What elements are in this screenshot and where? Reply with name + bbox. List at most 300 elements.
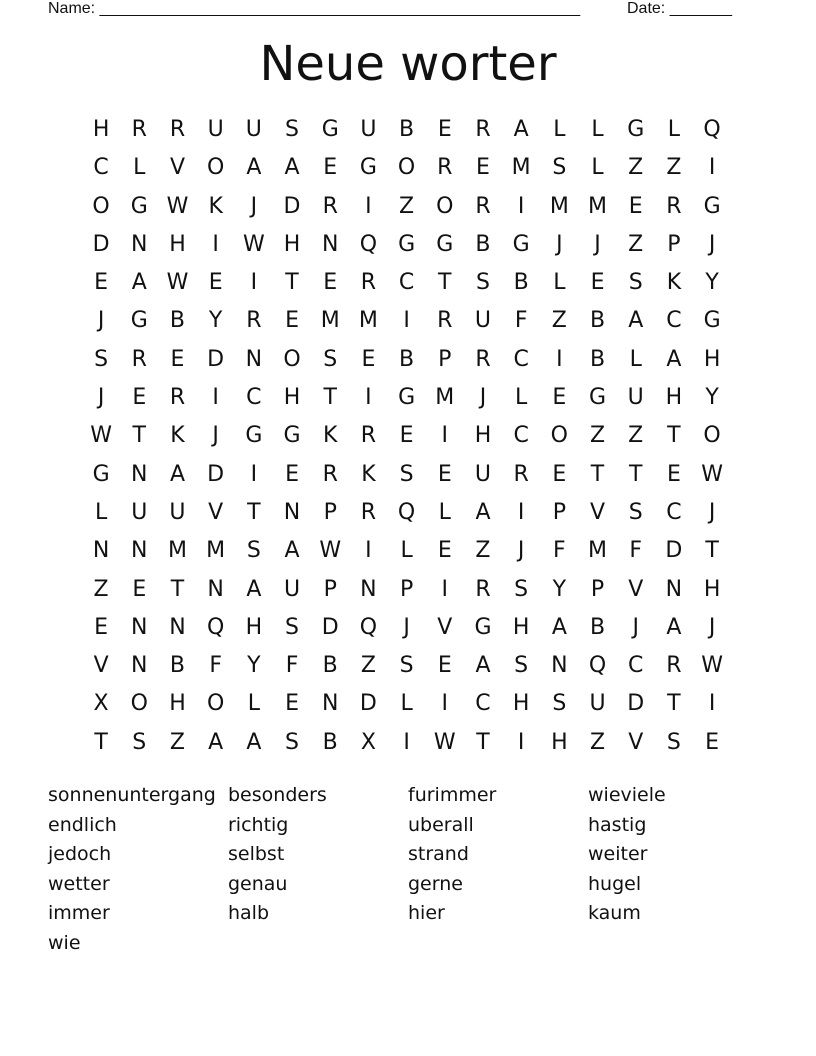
- grid-letter: T: [667, 691, 681, 717]
- word-list: [48, 781, 768, 958]
- grid-letter: U: [245, 117, 262, 142]
- letter-grid: [82, 111, 732, 761]
- grid-letter: T: [323, 385, 337, 411]
- grid-letter: C: [666, 308, 682, 334]
- grid-letter: N: [131, 614, 148, 640]
- grid-letter: C: [513, 346, 529, 372]
- grid-letter: C: [513, 423, 529, 449]
- grid-letter: P: [399, 576, 414, 602]
- grid-letter: H: [474, 423, 492, 449]
- grid-letter: Z: [589, 729, 606, 755]
- grid-letter: E: [628, 193, 643, 219]
- grid-letter: R: [322, 193, 338, 219]
- grid-letter: D: [627, 691, 645, 717]
- grid-row: [82, 417, 732, 455]
- grid-letter: Q: [397, 499, 416, 525]
- grid-letter: B: [589, 614, 606, 640]
- grid-letter: C: [93, 155, 109, 181]
- grid-letter: I: [556, 346, 563, 372]
- grid-letter: R: [360, 270, 377, 296]
- grid-letter: T: [285, 270, 299, 296]
- grid-letter: R: [322, 461, 338, 487]
- word-list-item: jedoch: [48, 843, 112, 865]
- grid-letter: R: [360, 499, 377, 525]
- grid-row: [82, 226, 732, 264]
- word-list-item: richtig: [228, 813, 289, 836]
- grid-letter: N: [131, 461, 148, 487]
- word-list-item: gerne: [408, 872, 463, 895]
- grid-letter: E: [399, 423, 414, 449]
- grid-letter: G: [398, 385, 416, 411]
- word-list-item: hier: [408, 902, 445, 924]
- grid-letter: L: [667, 117, 681, 142]
- grid-letter: L: [591, 117, 604, 142]
- grid-letter: M: [167, 538, 187, 564]
- grid-letter: U: [474, 461, 492, 487]
- grid-letter: E: [705, 729, 720, 755]
- grid-letter: A: [513, 117, 529, 142]
- grid-letter: I: [708, 155, 716, 181]
- word-list-item: strand: [408, 843, 469, 865]
- grid-letter: N: [207, 576, 224, 602]
- grid-letter: G: [703, 193, 721, 219]
- grid-letter: U: [207, 117, 224, 142]
- grid-letter: B: [169, 653, 186, 679]
- grid-letter: K: [361, 461, 376, 487]
- grid-letter: S: [552, 155, 567, 181]
- grid-letter: N: [169, 614, 186, 640]
- grid-letter: I: [441, 691, 449, 717]
- grid-letter: N: [131, 653, 148, 679]
- grid-letter: I: [441, 423, 449, 449]
- grid-letter: E: [476, 155, 490, 181]
- grid-letter: Z: [628, 155, 644, 181]
- word-list-item: hastig: [588, 813, 647, 836]
- grid-letter: H: [512, 691, 530, 717]
- grid-letter: I: [365, 193, 372, 219]
- grid-letter: A: [284, 155, 300, 181]
- grid-letter: Y: [705, 385, 719, 411]
- grid-letter: S: [285, 729, 300, 755]
- grid-letter: J: [479, 385, 487, 411]
- grid-letter: E: [94, 270, 109, 296]
- grid-letter: G: [321, 117, 339, 142]
- grid-letter: E: [285, 308, 299, 334]
- grid-letter: O: [130, 691, 148, 717]
- grid-letter: S: [399, 461, 414, 487]
- grid-row: [82, 724, 732, 762]
- header: [48, 0, 748, 20]
- grid-letter: Z: [169, 729, 185, 755]
- grid-letter: U: [360, 117, 377, 142]
- grid-letter: H: [283, 231, 301, 257]
- grid-letter: I: [708, 691, 716, 717]
- grid-letter: G: [245, 423, 263, 449]
- grid-letter: L: [94, 499, 108, 525]
- grid-letter: L: [400, 691, 413, 717]
- word-list-item: immer: [48, 902, 110, 924]
- grid-letter: C: [628, 653, 644, 679]
- grid-letter: R: [666, 653, 682, 679]
- grid-letter: Q: [206, 614, 225, 640]
- grid-letter: F: [285, 653, 299, 679]
- grid-letter: Z: [399, 193, 415, 219]
- grid-letter: H: [92, 117, 110, 142]
- grid-letter: J: [556, 231, 563, 257]
- grid-letter: W: [166, 193, 189, 219]
- grid-letter: I: [403, 729, 410, 755]
- grid-letter: I: [250, 270, 258, 296]
- grid-letter: D: [359, 691, 377, 717]
- grid-letter: Z: [589, 423, 606, 449]
- grid-row: [82, 111, 732, 149]
- page-title: Neue worter: [259, 36, 557, 92]
- grid-letter: E: [437, 538, 452, 564]
- grid-letter: I: [212, 385, 219, 411]
- name-field-label: Name: ______________________________________________________: [48, 0, 581, 17]
- grid-letter: W: [701, 653, 723, 679]
- grid-letter: R: [437, 308, 453, 334]
- grid-letter: A: [131, 270, 147, 296]
- grid-letter: F: [629, 538, 643, 564]
- grid-letter: T: [590, 461, 605, 487]
- grid-letter: D: [283, 193, 301, 219]
- grid-letter: P: [438, 346, 452, 372]
- grid-letter: I: [517, 499, 525, 525]
- word-list-item: furimmer: [408, 784, 497, 806]
- grid-letter: S: [94, 346, 109, 372]
- grid-letter: A: [246, 155, 262, 181]
- grid-letter: Z: [475, 538, 491, 564]
- grid-letter: C: [666, 499, 682, 525]
- grid-letter: B: [169, 308, 186, 334]
- grid-letter: R: [475, 576, 491, 602]
- grid-letter: G: [512, 231, 530, 257]
- grid-letter: S: [285, 117, 300, 142]
- grid-letter: Q: [703, 117, 721, 142]
- grid-letter: G: [703, 308, 721, 334]
- grid-row: [82, 571, 732, 609]
- grid-letter: D: [321, 614, 339, 640]
- grid-letter: T: [247, 499, 261, 525]
- grid-letter: G: [398, 231, 416, 257]
- word-list-item: wieviele: [588, 784, 666, 806]
- grid-letter: W: [701, 461, 723, 487]
- grid-letter: Y: [208, 308, 223, 334]
- grid-letter: K: [666, 270, 682, 296]
- word-list-item: hugel: [588, 872, 642, 895]
- grid-letter: D: [92, 231, 110, 257]
- grid-row: [82, 456, 732, 494]
- grid-letter: T: [476, 729, 490, 755]
- grid-letter: J: [632, 614, 639, 640]
- grid-letter: Z: [551, 308, 567, 334]
- grid-letter: S: [285, 614, 300, 640]
- grid-letter: S: [628, 499, 643, 525]
- grid-letter: W: [319, 538, 342, 564]
- grid-letter: I: [212, 231, 219, 257]
- grid-letter: I: [250, 461, 258, 487]
- grid-letter: W: [433, 729, 456, 755]
- grid-letter: R: [246, 308, 262, 334]
- grid-letter: E: [132, 576, 147, 602]
- grid-letter: L: [133, 155, 146, 181]
- grid-letter: F: [553, 538, 566, 564]
- grid-letter: S: [552, 691, 567, 717]
- grid-letter: V: [437, 614, 453, 640]
- grid-letter: J: [250, 193, 258, 219]
- grid-letter: T: [94, 729, 108, 755]
- grid-letter: N: [283, 499, 301, 525]
- grid-row: [82, 149, 732, 187]
- grid-letter: R: [169, 117, 186, 142]
- grid-letter: N: [92, 538, 110, 564]
- grid-letter: G: [436, 231, 454, 257]
- grid-letter: B: [399, 117, 415, 142]
- grid-letter: S: [246, 538, 261, 564]
- word-list-item: halb: [228, 902, 270, 924]
- grid-letter: R: [437, 155, 453, 181]
- grid-row: [82, 379, 732, 417]
- grid-letter: I: [365, 538, 372, 564]
- grid-letter: A: [284, 538, 300, 564]
- grid-letter: O: [436, 193, 454, 219]
- word-list-item: genau: [228, 872, 288, 895]
- grid-letter: E: [437, 117, 452, 142]
- grid-letter: F: [209, 653, 222, 679]
- grid-letter: Y: [552, 576, 567, 602]
- grid-letter: K: [170, 423, 185, 449]
- grid-letter: M: [206, 538, 226, 564]
- grid-letter: K: [208, 193, 223, 219]
- grid-letter: S: [132, 729, 147, 755]
- grid-letter: N: [131, 231, 148, 257]
- word-list-item: sonnenuntergang: [48, 784, 216, 806]
- grid-letter: G: [283, 423, 301, 449]
- grid-row: [82, 264, 732, 302]
- grid-letter: N: [321, 691, 339, 717]
- grid-letter: Y: [247, 653, 261, 679]
- word-list-item: uberall: [408, 813, 474, 836]
- grid-letter: I: [403, 308, 410, 334]
- date-field-label: Date: _______: [627, 0, 732, 17]
- grid-letter: L: [553, 270, 566, 296]
- grid-letter: R: [131, 117, 147, 142]
- grid-letter: G: [627, 117, 645, 142]
- grid-letter: S: [514, 653, 529, 679]
- grid-letter: N: [665, 576, 683, 602]
- grid-row: [82, 532, 732, 570]
- grid-letter: B: [322, 729, 338, 755]
- grid-letter: U: [283, 576, 301, 602]
- grid-row: [82, 302, 732, 340]
- grid-letter: B: [589, 346, 606, 372]
- grid-letter: O: [550, 423, 568, 449]
- grid-letter: Q: [359, 614, 378, 640]
- grid-letter: E: [323, 155, 338, 181]
- grid-letter: H: [169, 231, 186, 257]
- grid-letter: B: [322, 653, 338, 679]
- grid-row: [82, 685, 732, 723]
- grid-letter: L: [400, 538, 413, 564]
- grid-letter: H: [703, 576, 721, 602]
- grid-letter: W: [242, 231, 265, 257]
- grid-letter: S: [399, 653, 414, 679]
- grid-letter: S: [666, 729, 681, 755]
- grid-letter: A: [246, 729, 262, 755]
- grid-letter: E: [208, 270, 223, 296]
- grid-letter: M: [358, 308, 378, 334]
- grid-letter: M: [588, 538, 608, 564]
- grid-letter: R: [666, 193, 682, 219]
- grid-letter: G: [130, 193, 148, 219]
- grid-letter: M: [320, 308, 340, 334]
- grid-letter: B: [589, 308, 606, 334]
- grid-letter: L: [247, 691, 260, 717]
- grid-letter: Y: [705, 270, 719, 296]
- grid-letter: R: [360, 423, 377, 449]
- grid-letter: E: [590, 270, 605, 296]
- grid-letter: M: [588, 193, 608, 219]
- grid-letter: U: [169, 499, 186, 525]
- grid-letter: T: [438, 270, 452, 296]
- grid-letter: G: [589, 385, 607, 411]
- grid-letter: E: [437, 461, 452, 487]
- grid-letter: P: [323, 576, 337, 602]
- grid-letter: P: [667, 231, 681, 257]
- grid-letter: J: [97, 385, 105, 411]
- grid-letter: A: [475, 499, 491, 525]
- grid-letter: L: [438, 499, 451, 525]
- grid-letter: T: [132, 423, 146, 449]
- grid-letter: S: [514, 576, 529, 602]
- grid-letter: X: [93, 691, 109, 717]
- word-list-item: kaum: [588, 902, 641, 924]
- word-list-item: weiter: [588, 843, 648, 865]
- grid-letter: A: [628, 308, 644, 334]
- grid-letter: V: [169, 155, 185, 181]
- grid-letter: O: [206, 691, 225, 717]
- grid-letter: O: [283, 346, 301, 372]
- grid-letter: C: [398, 270, 415, 296]
- grid-letter: W: [166, 270, 189, 296]
- grid-letter: H: [169, 691, 186, 717]
- grid-letter: D: [207, 461, 225, 487]
- grid-letter: T: [667, 423, 681, 449]
- grid-letter: G: [474, 614, 492, 640]
- grid-letter: E: [323, 270, 338, 296]
- grid-letter: X: [360, 729, 376, 755]
- grid-letter: M: [549, 193, 569, 219]
- grid-letter: O: [92, 193, 110, 219]
- grid-letter: Z: [628, 231, 644, 257]
- grid-letter: I: [365, 385, 372, 411]
- grid-letter: E: [132, 385, 147, 411]
- grid-letter: H: [245, 614, 263, 640]
- grid-letter: H: [283, 385, 301, 411]
- grid-letter: O: [703, 423, 721, 449]
- grid-letter: B: [513, 270, 529, 296]
- grid-letter: E: [361, 346, 376, 372]
- grid-letter: S: [628, 270, 643, 296]
- grid-letter: Q: [359, 231, 378, 257]
- grid-letter: U: [627, 385, 644, 411]
- grid-row: [82, 341, 732, 379]
- grid-letter: B: [475, 231, 491, 257]
- grid-letter: U: [589, 691, 606, 717]
- grid-letter: A: [666, 346, 682, 372]
- grid-letter: E: [170, 346, 185, 372]
- grid-letter: R: [475, 117, 491, 142]
- grid-letter: V: [628, 729, 644, 755]
- grid-letter: L: [629, 346, 642, 372]
- word-list-item: wie: [48, 931, 81, 954]
- grid-letter: T: [628, 461, 643, 487]
- grid-letter: E: [666, 461, 681, 487]
- grid-letter: V: [628, 576, 644, 602]
- grid-letter: D: [665, 538, 683, 564]
- grid-letter: S: [323, 346, 338, 372]
- grid-letter: J: [708, 231, 716, 257]
- grid-letter: C: [475, 691, 491, 717]
- grid-letter: L: [591, 155, 604, 181]
- grid-letter: Z: [666, 155, 682, 181]
- grid-letter: L: [515, 385, 528, 411]
- grid-row: [82, 647, 732, 685]
- grid-letter: A: [551, 614, 567, 640]
- grid-letter: G: [92, 461, 110, 487]
- grid-letter: G: [359, 155, 377, 181]
- grid-letter: P: [323, 499, 337, 525]
- grid-letter: J: [708, 614, 716, 640]
- word-list-item: wetter: [48, 872, 110, 895]
- grid-letter: Z: [360, 653, 376, 679]
- grid-letter: R: [513, 461, 529, 487]
- grid-letter: F: [514, 308, 528, 334]
- grid-letter: A: [246, 576, 262, 602]
- grid-letter: D: [207, 346, 225, 372]
- grid-letter: A: [475, 653, 491, 679]
- grid-letter: I: [517, 729, 525, 755]
- grid-letter: E: [552, 385, 567, 411]
- grid-letter: A: [208, 729, 224, 755]
- grid-letter: H: [551, 729, 568, 755]
- grid-letter: R: [131, 346, 147, 372]
- grid-letter: O: [397, 155, 416, 181]
- grid-letter: B: [399, 346, 415, 372]
- grid-letter: A: [666, 614, 682, 640]
- grid-letter: M: [511, 155, 531, 181]
- grid-letter: Z: [93, 576, 109, 602]
- grid-letter: E: [285, 691, 299, 717]
- grid-letter: E: [552, 461, 567, 487]
- grid-letter: W: [90, 423, 112, 449]
- grid-letter: V: [208, 499, 224, 525]
- grid-letter: M: [435, 385, 455, 411]
- grid-letter: J: [594, 231, 601, 257]
- grid-letter: T: [170, 576, 185, 602]
- grid-letter: T: [705, 538, 719, 564]
- grid-letter: R: [475, 346, 491, 372]
- grid-letter: N: [360, 576, 377, 602]
- grid-letter: V: [590, 499, 606, 525]
- grid-row: [82, 609, 732, 647]
- grid-letter: A: [169, 461, 185, 487]
- grid-letter: P: [590, 576, 605, 602]
- grid-letter: S: [475, 270, 490, 296]
- grid-letter: J: [517, 538, 525, 564]
- grid-letter: I: [441, 576, 449, 602]
